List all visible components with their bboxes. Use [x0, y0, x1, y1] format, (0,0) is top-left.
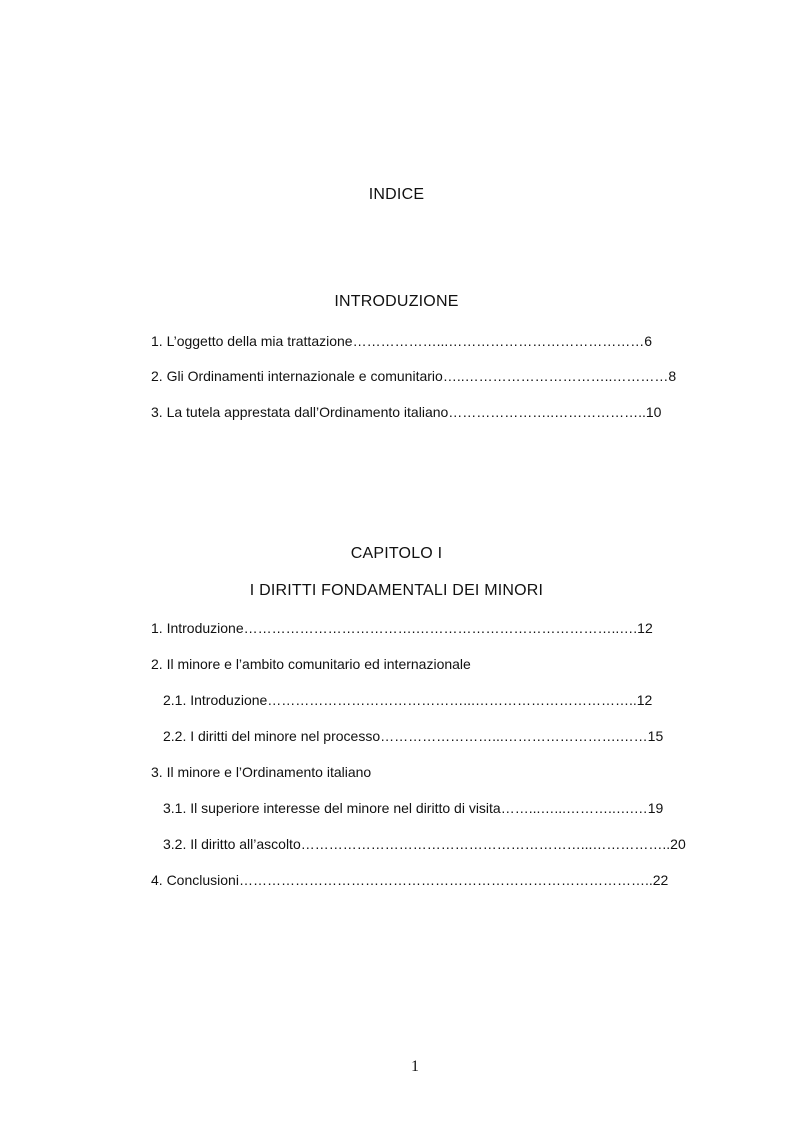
toc-entry-chapter-1: 1. Introduzione……………………………….……………………………………..….12 — [151, 620, 653, 636]
toc-entry-introduction-1: 1. L’oggetto della mia trattazione………………...……………………………………6 — [151, 333, 653, 349]
index-title: INDICE — [368, 186, 425, 203]
toc-entry-chapter-3-2: 3.2. Il diritto all’ascolto……………………………………………………...……………..20 — [163, 836, 686, 852]
toc-entry-introduction-3: 3. La tutela apprestata dall’Ordinamento italiano…………………..………………..10 — [151, 404, 662, 420]
toc-entry-chapter-4: 4. Conclusioni……………………………………………………………………………..22 — [151, 872, 669, 888]
toc-entry-chapter-2-1: 2.1. Introduzione……………………………………...……………………………..12 — [163, 692, 653, 708]
toc-entry-chapter-3-1: 3.1. Il superiore interesse del minore nel diritto di visita……...…...………..….…19 — [163, 800, 664, 816]
toc-entry-introduction-2: 2. Gli Ordinamenti internazionale e comunitario…..…………………………..…………8 — [151, 368, 677, 384]
introduction-heading: INTRODUZIONE — [334, 293, 459, 310]
toc-entry-chapter-2: 2. Il minore e l’ambito comunitario ed internazionale — [151, 656, 471, 672]
toc-entry-chapter-2-2: 2.2. I diritti del minore nel processo……………………...…………………….……15 — [163, 728, 664, 744]
toc-entry-chapter-3: 3. Il minore e l’Ordinamento italiano — [151, 764, 372, 780]
chapter-heading: CAPITOLO I — [350, 545, 443, 562]
chapter-subtitle: I DIRITTI FONDAMENTALI DEI MINORI — [249, 582, 544, 599]
page-number: 1 — [411, 1058, 419, 1075]
